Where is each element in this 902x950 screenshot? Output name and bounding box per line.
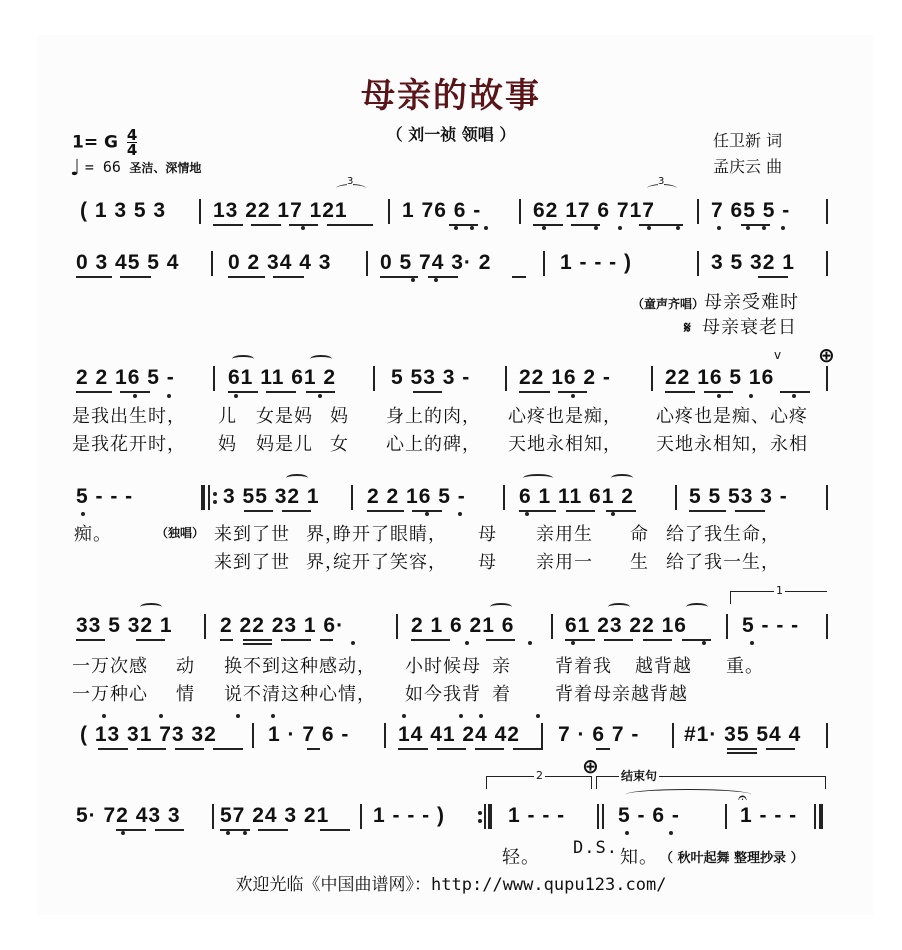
note-group: 1 76 6 - xyxy=(402,199,482,222)
note-group: 5 - 6 - xyxy=(618,804,680,827)
eighth-underline xyxy=(258,829,288,831)
triplet-label: 3 xyxy=(658,176,665,187)
high-octave-dot xyxy=(479,714,483,718)
triplet-label: 3 xyxy=(347,176,354,187)
eighth-underline xyxy=(244,510,273,512)
time-sig-bottom: 4 xyxy=(126,141,138,159)
quarter-note-icon: ♩ xyxy=(70,156,81,181)
coda-icon: ⊕ xyxy=(818,343,835,367)
lyric-qing: 轻。 xyxy=(502,847,540,868)
eighth-underline xyxy=(98,748,128,750)
barline xyxy=(360,804,362,829)
high-octave-dot xyxy=(159,714,163,718)
eighth-underline xyxy=(758,276,788,278)
note-group: 1 · 7 6 - xyxy=(268,723,350,746)
low-octave-dot xyxy=(465,641,469,645)
eighth-underline xyxy=(282,510,311,512)
eighth-underline xyxy=(136,639,165,641)
low-octave-dot xyxy=(470,226,474,230)
lyric-segment: 母 xyxy=(478,524,497,545)
lyric-segment: 亲用生 xyxy=(536,524,593,545)
eighth-underline xyxy=(519,391,550,393)
note-group: 7 65 5 - xyxy=(711,199,791,222)
low-octave-dot xyxy=(234,394,238,398)
lyric-segment: 重。 xyxy=(726,656,764,677)
note-group: #1· 35 54 4 xyxy=(684,723,802,746)
composer: 孟庆云 曲 xyxy=(713,157,783,176)
slur xyxy=(140,603,162,611)
eighth-underline xyxy=(780,391,810,393)
note-group: 2 1 6 21 6 xyxy=(411,614,515,637)
coda-icon: ⊕ xyxy=(582,754,599,778)
lyric-segment: 天地永相知，永相 xyxy=(656,434,808,455)
note-group: ( 13 31 73 32 xyxy=(80,723,217,746)
tempo-value: = 66 xyxy=(84,158,121,176)
eighth-underline xyxy=(413,391,442,393)
chorus-label: （童声齐唱） xyxy=(632,297,705,311)
lyric-segment: 一万次感 xyxy=(72,656,148,677)
slur xyxy=(608,603,630,611)
solo-label: （独唱） xyxy=(156,526,205,540)
ds-mark: D.S. xyxy=(573,838,618,858)
tempo-marking xyxy=(70,156,201,181)
eighth-underline xyxy=(449,224,478,226)
lyric-segment: 身上的肉， xyxy=(386,406,481,427)
lyric-segment: 界， xyxy=(306,552,344,573)
barline xyxy=(213,366,215,391)
eighth-underline xyxy=(320,639,333,641)
lyric-segment: 生 xyxy=(630,552,649,573)
barline xyxy=(384,723,386,748)
low-octave-dot xyxy=(411,278,415,282)
lyric-segment: 来到了世 xyxy=(214,524,290,545)
low-octave-dot xyxy=(425,512,429,516)
lyric-segment: 睁开了眼睛， xyxy=(333,524,447,545)
low-octave-dot xyxy=(434,278,438,282)
barline xyxy=(697,199,699,224)
low-octave-dot xyxy=(454,226,458,230)
eighth-underline xyxy=(727,748,757,750)
high-octave-dot xyxy=(459,714,463,718)
note-group: 2 22 23 1 6· xyxy=(220,614,345,637)
eighth-underline xyxy=(213,224,243,226)
volta-label: 2 xyxy=(536,769,543,782)
eighth-underline xyxy=(155,829,184,831)
repeat-end-barline xyxy=(484,804,486,829)
eighth-underline xyxy=(512,276,526,278)
note-group: 0 5 74 3· 2 xyxy=(380,251,492,274)
high-octave-dot xyxy=(236,714,240,718)
eighth-underline xyxy=(735,510,765,512)
barline xyxy=(675,485,677,510)
eighth-underline xyxy=(566,510,595,512)
repeat-end-barline xyxy=(488,804,492,829)
segno-lyrics xyxy=(684,313,797,339)
barline xyxy=(252,723,254,748)
note-group: 3 5 32 1 xyxy=(711,251,795,274)
low-octave-dot xyxy=(717,226,721,230)
low-octave-dot xyxy=(611,512,615,516)
expression-mark: 圣洁、深情地 xyxy=(129,161,202,175)
double-barline xyxy=(602,804,604,829)
volta-bracket-2 xyxy=(486,769,592,789)
eighth-underline xyxy=(411,639,450,641)
lyric-segment: 儿 xyxy=(218,406,237,427)
slur xyxy=(611,474,633,482)
breath-mark-icon: v xyxy=(774,348,782,362)
barline xyxy=(366,251,368,276)
time-sig-top: 4 xyxy=(126,126,138,144)
lyric-zhi: 知。 xyxy=(620,847,658,868)
note-group: 61 23 22 16 xyxy=(565,614,687,637)
note-group: 22 16 2 - xyxy=(519,366,611,389)
barline xyxy=(826,723,828,748)
eighth-underline xyxy=(228,276,265,278)
sixteenth-underline xyxy=(243,643,272,645)
barline xyxy=(826,199,828,224)
low-octave-dot xyxy=(226,831,230,835)
high-octave-dot xyxy=(271,714,275,718)
low-octave-dot xyxy=(781,226,785,230)
barline xyxy=(725,804,727,829)
lyric-segment: 小时候母 xyxy=(405,656,481,677)
low-octave-dot xyxy=(762,226,766,230)
lyric-segment: 妈是儿 xyxy=(256,434,313,455)
eighth-underline xyxy=(307,748,320,750)
note-group: 13 22 17 121 xyxy=(213,199,348,222)
barline xyxy=(204,614,206,639)
low-octave-dot xyxy=(717,394,721,398)
note-group: 0 3 45 5 4 xyxy=(76,251,180,274)
eighth-underline xyxy=(137,748,166,750)
eighth-underline xyxy=(213,748,243,750)
lyric-segment: 妈 xyxy=(330,406,349,427)
low-octave-dot xyxy=(647,226,651,230)
segno-icon: 𝄋 xyxy=(684,318,691,337)
lyric-segment: 心疼也是痴， xyxy=(508,406,622,427)
eighth-underline xyxy=(266,391,296,393)
lyric-segment: 是我出生时， xyxy=(72,406,186,427)
barline xyxy=(212,804,214,829)
low-octave-dot xyxy=(243,831,247,835)
lyric-segment: 界， xyxy=(306,524,344,545)
low-octave-dot xyxy=(167,394,171,398)
low-octave-dot xyxy=(133,394,137,398)
slur xyxy=(686,603,708,611)
slur xyxy=(286,474,308,482)
low-octave-dot xyxy=(458,512,462,516)
double-barline xyxy=(597,804,599,829)
barline xyxy=(551,614,553,639)
lyric-segment: 来到了世 xyxy=(214,552,290,573)
eighth-underline xyxy=(665,391,695,393)
note-group: 6 1 11 61 2 xyxy=(519,485,634,508)
time-signature xyxy=(127,128,137,157)
low-octave-dot xyxy=(792,394,796,398)
eighth-underline xyxy=(320,829,350,831)
note-group: 5 53 3 - xyxy=(391,366,471,389)
lyric-segment: 绽开了笑容， xyxy=(333,552,447,573)
eighth-underline xyxy=(558,391,587,393)
eighth-underline xyxy=(76,276,112,278)
low-octave-dot xyxy=(702,641,706,645)
eighth-underline xyxy=(76,639,105,641)
lyric-segment: 着 xyxy=(492,684,511,705)
eighth-underline xyxy=(76,391,112,393)
note-group: 7 · 6 7 - xyxy=(558,723,640,746)
barline xyxy=(826,366,828,391)
volta-bracket-1 xyxy=(730,584,827,604)
barline xyxy=(826,485,828,510)
eighth-underline xyxy=(689,510,726,512)
low-octave-dot xyxy=(571,641,575,645)
slur xyxy=(310,355,332,363)
note-group: 57 24 3 21 xyxy=(220,804,330,827)
lyric-segment: 给了我一生， xyxy=(666,552,780,573)
lyric-segment: 情 xyxy=(176,684,195,705)
repeat-dot xyxy=(213,492,217,496)
lyric-segment: 越背越 xyxy=(635,656,692,677)
children-chorus-lyrics xyxy=(632,288,799,314)
low-octave-dot xyxy=(301,226,305,230)
lyric-segment: 母 xyxy=(478,552,497,573)
eighth-underline xyxy=(704,391,733,393)
final-barline xyxy=(819,804,823,829)
low-octave-dot xyxy=(750,641,754,645)
key: 1= G xyxy=(72,132,118,153)
barline xyxy=(541,723,543,748)
note-group: 1 - - - ) xyxy=(373,804,445,827)
eighth-underline xyxy=(281,639,311,641)
barline xyxy=(543,251,545,276)
slur xyxy=(490,603,512,611)
lyricist: 任卫新 词 xyxy=(713,131,783,150)
eighth-underline xyxy=(251,224,281,226)
repeat-start-barline xyxy=(208,485,210,510)
note-group: 5 - - - xyxy=(742,614,800,637)
performer: （ 刘一祯 领唱 ） xyxy=(386,125,516,144)
barline xyxy=(651,366,653,391)
note-group: ( 1 3 5 3 xyxy=(80,199,167,222)
note-group: 33 5 32 1 xyxy=(76,614,173,637)
barline xyxy=(697,251,699,276)
eighth-underline xyxy=(243,639,272,641)
barline xyxy=(672,723,674,748)
lyric-segment: 女是妈 xyxy=(256,406,313,427)
low-octave-dot xyxy=(749,394,753,398)
sixteenth-underline xyxy=(727,752,757,754)
ending-bracket xyxy=(596,769,826,789)
eighth-underline xyxy=(220,639,233,641)
lyric-segment: 妈 xyxy=(218,434,237,455)
lyric-segment: 是我花开时， xyxy=(72,434,186,455)
lyric-segment: 一万种心 xyxy=(72,684,148,705)
transcriber-credit: （ 秋叶起舞 整理抄录 ） xyxy=(660,851,804,866)
barline xyxy=(519,199,521,224)
lyric-segment: 说不清这种心情， xyxy=(224,684,376,705)
eighth-underline xyxy=(643,639,672,641)
eighth-underline xyxy=(475,748,504,750)
ending-label: 结束句 xyxy=(621,769,658,783)
repeat-dot xyxy=(213,500,217,504)
barline xyxy=(726,614,728,639)
note-group: 22 16 5 16 xyxy=(665,366,775,389)
eighth-underline xyxy=(486,639,515,641)
lyric-segment: 天地永相知， xyxy=(508,434,622,455)
eighth-underline xyxy=(306,391,335,393)
low-octave-dot xyxy=(121,831,125,835)
eighth-underline xyxy=(120,276,151,278)
phrase-slur xyxy=(626,789,751,800)
lyric-segment: 亲用一 xyxy=(536,552,593,573)
lyric-line: 母亲受难时 xyxy=(704,292,800,313)
triplet-mark xyxy=(647,176,677,193)
high-octave-dot xyxy=(402,714,406,718)
eighth-underline xyxy=(428,276,458,278)
low-octave-dot xyxy=(542,226,546,230)
note-group: 5 5 53 3 - xyxy=(689,485,788,508)
lyric-line: 母亲衰老日 xyxy=(701,317,797,338)
barline xyxy=(826,251,828,276)
lyric-segment: 亲 xyxy=(492,656,511,677)
lyric-segment: 痴。 xyxy=(74,524,112,545)
repeat-dot xyxy=(478,819,482,823)
lyric-segment: 女 xyxy=(330,434,349,455)
barline xyxy=(503,485,505,510)
lyric-segment: 心上的碑， xyxy=(386,434,481,455)
eighth-underline xyxy=(604,639,633,641)
note-group: 14 41 24 42 xyxy=(398,723,520,746)
note-group: 61 11 61 2 xyxy=(228,366,337,389)
eighth-underline xyxy=(565,639,595,641)
note-group: 2 2 16 5 - xyxy=(76,366,175,389)
note-group: 1 - - - ) xyxy=(560,251,632,274)
eighth-underline xyxy=(175,748,204,750)
slur xyxy=(523,474,553,482)
lyric-segment: 如今我背 xyxy=(405,684,481,705)
lyric-segment: 给了我生命， xyxy=(666,524,780,545)
barline xyxy=(211,251,213,276)
low-octave-dot xyxy=(318,394,322,398)
site-footer: 欢迎光临《中国曲谱网》：http://www.qupu123.com/ xyxy=(235,875,667,895)
lyric-segment: 背着我 xyxy=(555,656,612,677)
note-group: 2 2 16 5 - xyxy=(367,485,466,508)
low-octave-dot xyxy=(594,226,598,230)
lyric-segment: 命 xyxy=(630,524,649,545)
low-octave-dot xyxy=(81,512,85,516)
note-group: 5 - - - xyxy=(76,485,134,508)
note-group: 1 - - - xyxy=(740,804,798,827)
eighth-underline xyxy=(682,639,711,641)
slur xyxy=(232,355,254,363)
eighth-underline xyxy=(273,276,304,278)
eighth-underline xyxy=(513,748,543,750)
volta-label: 1 xyxy=(776,584,783,597)
eighth-underline xyxy=(741,224,770,226)
low-octave-dot xyxy=(746,226,750,230)
barline xyxy=(826,614,828,639)
eighth-underline xyxy=(596,748,610,750)
triplet-mark xyxy=(336,176,366,193)
note-group: 0 2 34 4 3 xyxy=(228,251,332,274)
eighth-underline xyxy=(228,391,258,393)
low-octave-dot xyxy=(625,831,629,835)
repeat-start-barline xyxy=(201,485,205,510)
eighth-underline xyxy=(367,510,404,512)
low-octave-dot xyxy=(676,226,680,230)
note-group: 62 17 6 717 xyxy=(533,199,655,222)
fermata-icon: 𝄐 xyxy=(738,788,747,807)
eighth-underline xyxy=(437,748,466,750)
low-octave-dot xyxy=(571,394,575,398)
note-group: 1 - - - xyxy=(508,804,566,827)
low-octave-dot xyxy=(351,641,355,645)
eighth-underline xyxy=(120,391,150,393)
lyric-segment: 心疼也是痴、心疼 xyxy=(656,406,808,427)
low-octave-dot xyxy=(484,226,488,230)
high-octave-dot xyxy=(536,714,540,718)
eighth-underline xyxy=(533,224,563,226)
note-group: 5· 72 43 3 xyxy=(76,804,181,827)
lyric-segment: 动 xyxy=(176,656,195,677)
barline xyxy=(373,366,375,391)
final-barline xyxy=(814,804,816,829)
low-octave-dot xyxy=(618,226,622,230)
note-group: 3 55 32 1 xyxy=(223,485,320,508)
barline xyxy=(396,614,398,639)
high-octave-dot xyxy=(102,714,106,718)
key-signature xyxy=(72,128,137,157)
eighth-underline xyxy=(398,748,428,750)
low-octave-dot xyxy=(525,512,529,516)
lyric-segment: 背着母亲越背越 xyxy=(555,684,688,705)
barline xyxy=(388,199,390,224)
barline xyxy=(351,485,353,510)
repeat-dot xyxy=(478,811,482,815)
lyric-segment: 换不到这种感动， xyxy=(224,656,376,677)
barline xyxy=(505,366,507,391)
eighth-underline xyxy=(327,224,373,226)
barline xyxy=(199,199,201,224)
song-title: 母亲的故事 xyxy=(361,76,541,116)
eighth-underline xyxy=(766,748,795,750)
low-octave-dot xyxy=(669,831,673,835)
low-octave-dot xyxy=(528,641,532,645)
